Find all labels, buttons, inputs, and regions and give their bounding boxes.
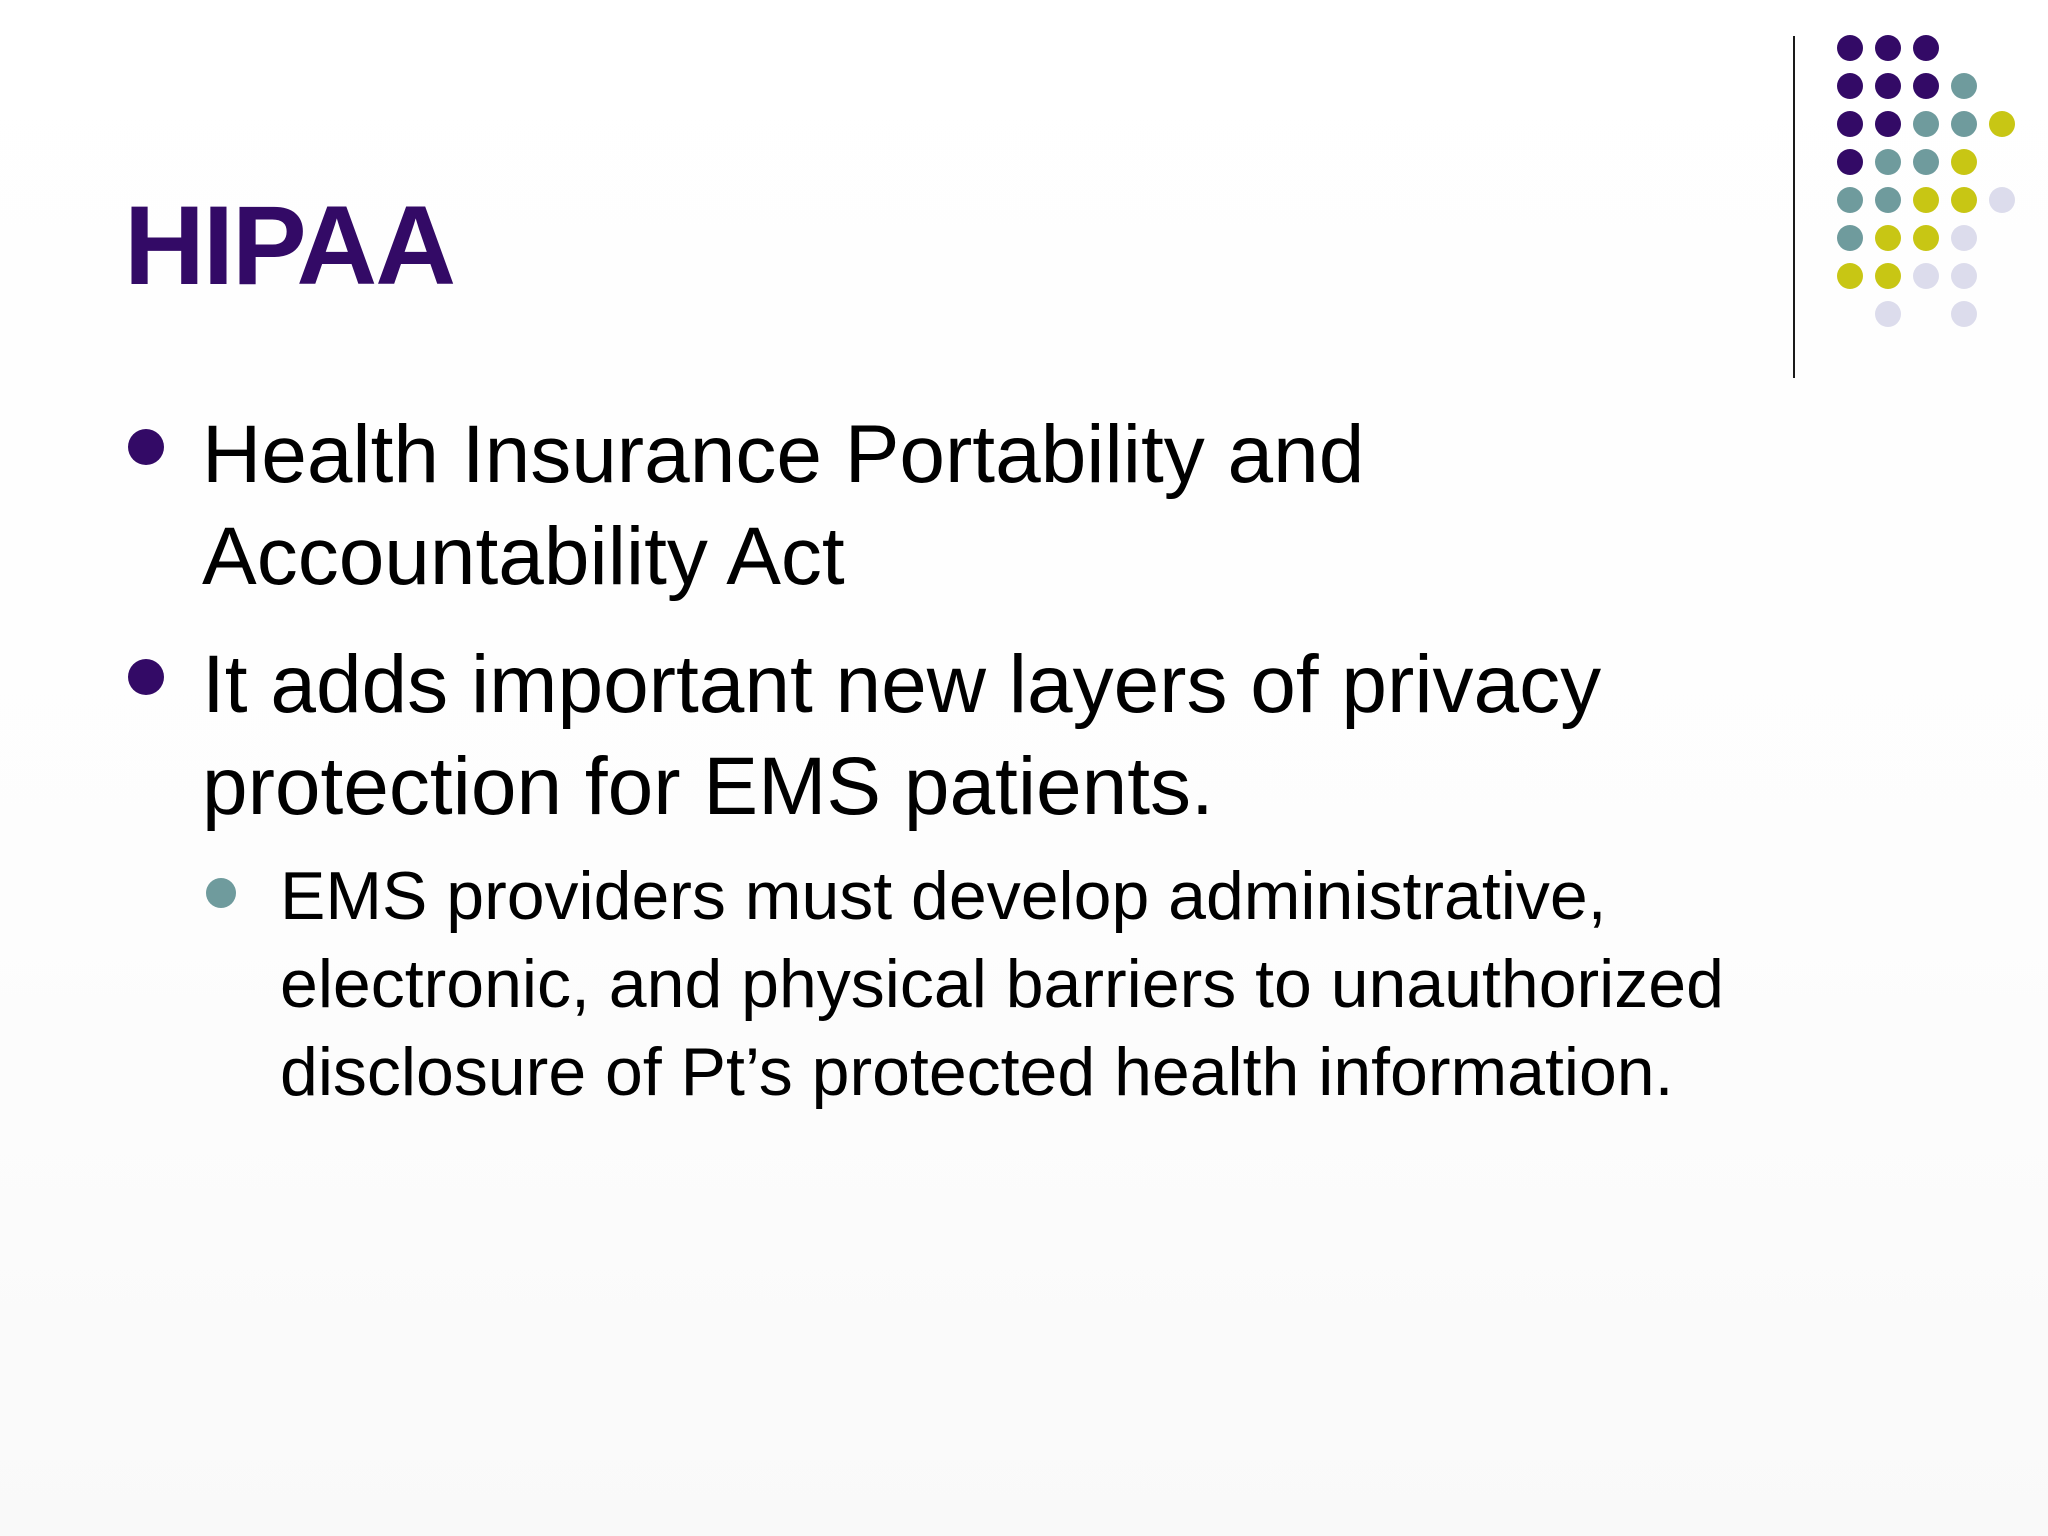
bullet-line: Accountability Act [202, 511, 845, 602]
bullet-text [202, 404, 1822, 608]
bullet-line: It adds important new layers of privacy [202, 639, 1602, 730]
sub-bullet-line: EMS providers must develop administrative, [280, 858, 1607, 934]
sub-bullet-line: electronic, and physical barriers to unauthorized [280, 946, 1724, 1022]
bullet-text [202, 634, 1822, 838]
bullet-dot [128, 659, 164, 695]
sub-bullet-dot [206, 878, 236, 908]
sub-bullet-line: disclosure of Pt’s protected health information. [280, 1034, 1674, 1110]
bullet-line: protection for EMS patients. [202, 741, 1214, 832]
bullet-dot [128, 429, 164, 465]
slide-title: HIPAA [124, 183, 455, 308]
sub-bullet-text [280, 852, 1900, 1116]
bullet-line: Health Insurance Portability and [202, 409, 1365, 500]
